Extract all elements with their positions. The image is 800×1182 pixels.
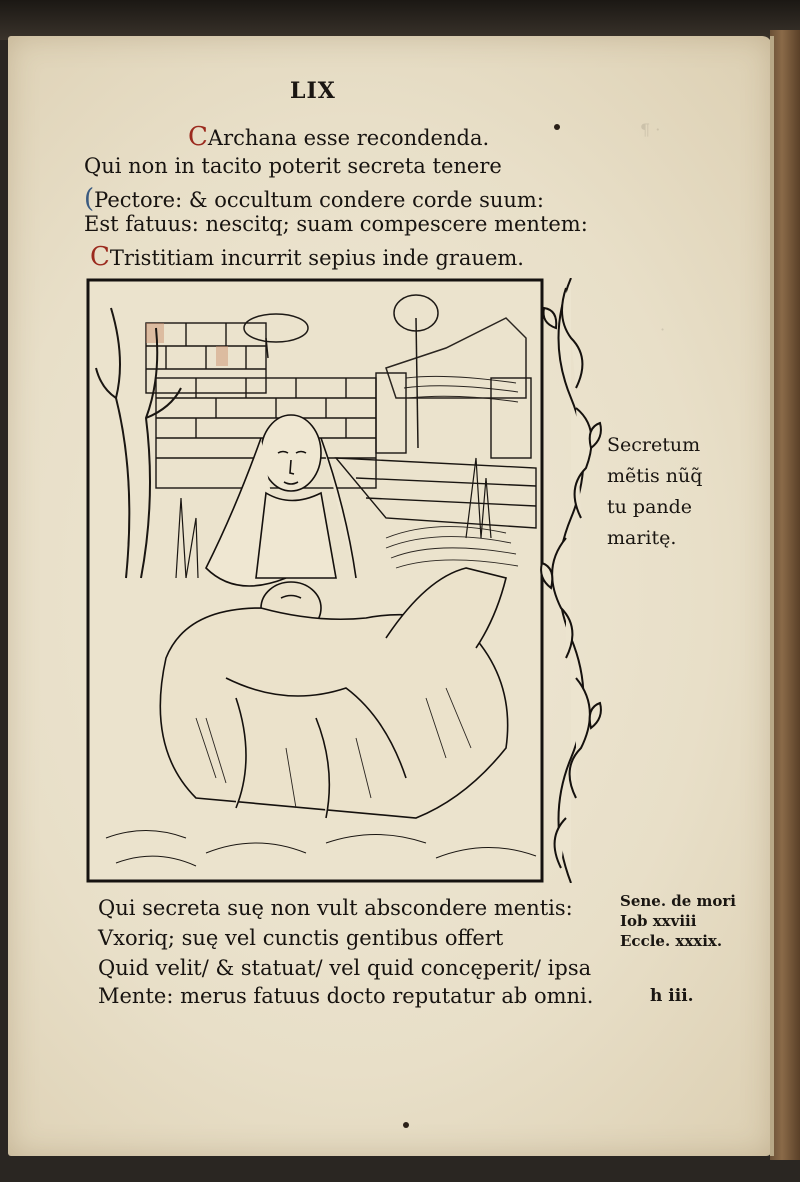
book-cover-edge	[770, 30, 800, 1160]
verse-line: (Pectore: & occultum condere corde suum:	[84, 184, 544, 214]
margin-note-line: Secretum	[607, 434, 701, 456]
ornamental-vine-border	[536, 278, 606, 883]
ink-dot	[403, 1122, 409, 1128]
verse-heading-text: Archana esse recondenda.	[207, 126, 490, 150]
show-through-mark: ¶ ·	[640, 120, 661, 139]
verse-line: Mente: merus fatuus docto reputatur ab omni.	[98, 984, 594, 1008]
folio-number: LIX	[290, 78, 336, 104]
reference-note: Eccle. xxxix.	[620, 932, 723, 950]
signature-mark: h iii.	[650, 986, 694, 1006]
page-edge	[770, 36, 774, 1156]
reference-note: Iob xxviii	[620, 912, 697, 930]
verse-line: Quid velit/ & statuat/ vel quid concęperit/ ipsa	[98, 956, 592, 980]
verse-line: Qui secreta suę non vult abscondere mentis:	[98, 896, 573, 920]
scanner-background	[0, 0, 800, 40]
marginal-note	[607, 430, 702, 554]
rubric-pilcrow: (	[84, 184, 95, 214]
verse-heading	[188, 122, 489, 152]
show-through-mark: ·	[660, 320, 666, 339]
margin-note-line: maritę.	[607, 527, 677, 549]
rubric-pilcrow: C	[90, 242, 110, 272]
rubric-pilcrow: C	[188, 122, 208, 152]
reference-note: Sene. de mori	[620, 892, 737, 910]
margin-note-line: mẽtis nũq̃	[607, 465, 703, 487]
verse-line: CTristitiam incurrit sepius inde grauem.	[90, 242, 524, 272]
verse-line: Qui non in tacito poterit secreta tenere	[84, 154, 502, 178]
verse-line: Est fatuus: nescitq; suam compescere mentem:	[84, 212, 588, 236]
ink-dot	[554, 124, 560, 130]
verse-line: Vxoriq; suę vel cunctis gentibus offert	[98, 926, 504, 950]
woodcut-illustration	[86, 278, 544, 883]
margin-note-line: tu pande	[607, 496, 693, 518]
